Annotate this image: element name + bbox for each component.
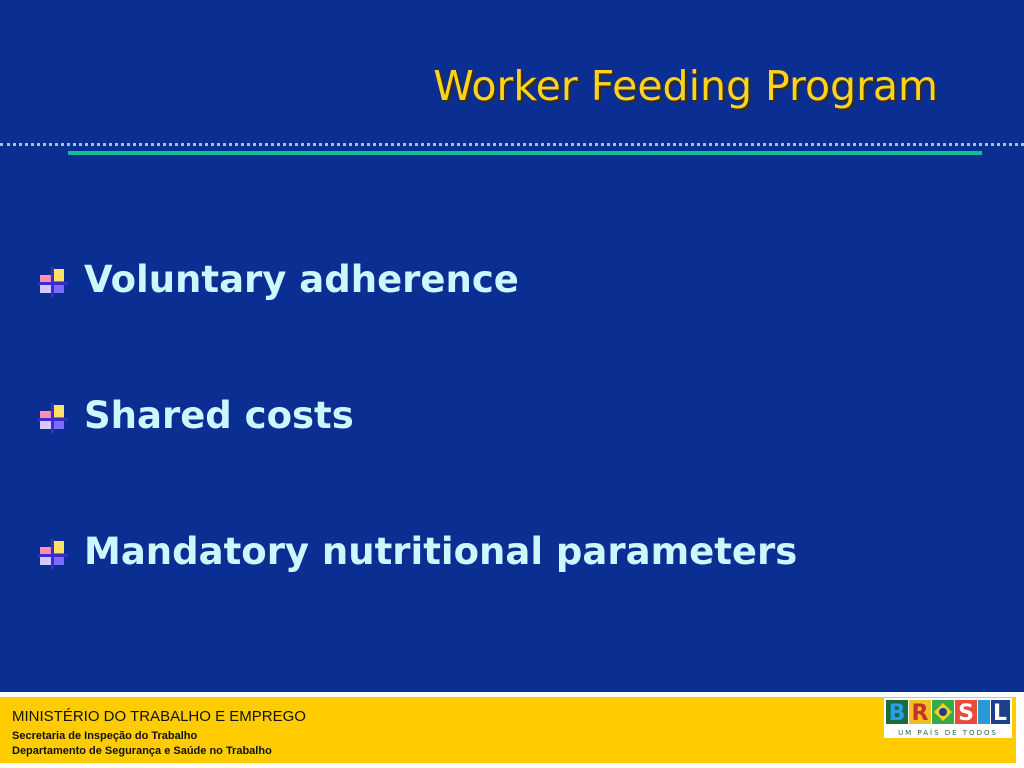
logo-tagline: UM PAÍS DE TODOS bbox=[898, 729, 998, 737]
slide-title: Worker Feeding Program bbox=[433, 62, 938, 110]
logo-letter-r: R bbox=[911, 701, 929, 726]
department-line: Departamento de Segurança e Saúde no Trabalho bbox=[12, 745, 272, 757]
square-cross-bullet-icon bbox=[38, 267, 68, 297]
logo-letter-b: B bbox=[888, 701, 906, 726]
square-cross-bullet-icon bbox=[38, 539, 68, 569]
bullet-text: Shared costs bbox=[84, 394, 354, 437]
bullet-item bbox=[38, 530, 797, 573]
bullet-item bbox=[38, 394, 354, 437]
brasil-logo bbox=[884, 698, 1012, 738]
ministry-name: MINISTÉRIO DO TRABALHO E EMPREGO bbox=[12, 708, 306, 725]
title-underline bbox=[68, 151, 982, 155]
square-cross-bullet-icon bbox=[38, 403, 68, 433]
bullet-item bbox=[38, 258, 519, 301]
bullet-text: Voluntary adherence bbox=[84, 258, 519, 301]
logo-letter-s: S bbox=[958, 701, 974, 726]
dotted-divider bbox=[0, 143, 1024, 146]
logo-letter-l: L bbox=[992, 701, 1008, 726]
secretariat-line: Secretaria de Inspeção do Trabalho bbox=[12, 730, 198, 742]
bullet-text: Mandatory nutritional parameters bbox=[84, 530, 798, 573]
